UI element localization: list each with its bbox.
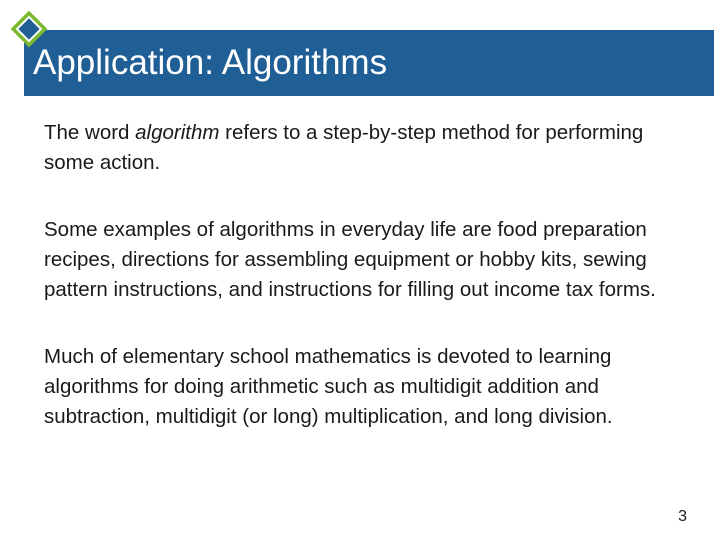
paragraph-school-math: Much of elementary school mathematics is devoted to learning algorithms for doing arithmetic such as multidigit addition and subtraction, multidigit (or long) multiplication, and long division. [44, 345, 613, 428]
term-algorithm: algorithm [135, 121, 220, 144]
slide-body [44, 118, 694, 432]
page-number: 3 [678, 508, 687, 525]
paragraph-definition-start: The word [44, 121, 136, 144]
paragraph-definition-end: refers to a step-by-step method for performing some action. [44, 121, 644, 174]
paragraph-examples: Some examples of algorithms in everyday life are food preparation recipes, directions for assembling equipment or hobby kits, sewing pattern instructions, and instructions for filling out income tax forms. [44, 218, 656, 301]
paragraph-definition [44, 118, 694, 178]
slide-title: Application: Algorithms [33, 43, 388, 82]
